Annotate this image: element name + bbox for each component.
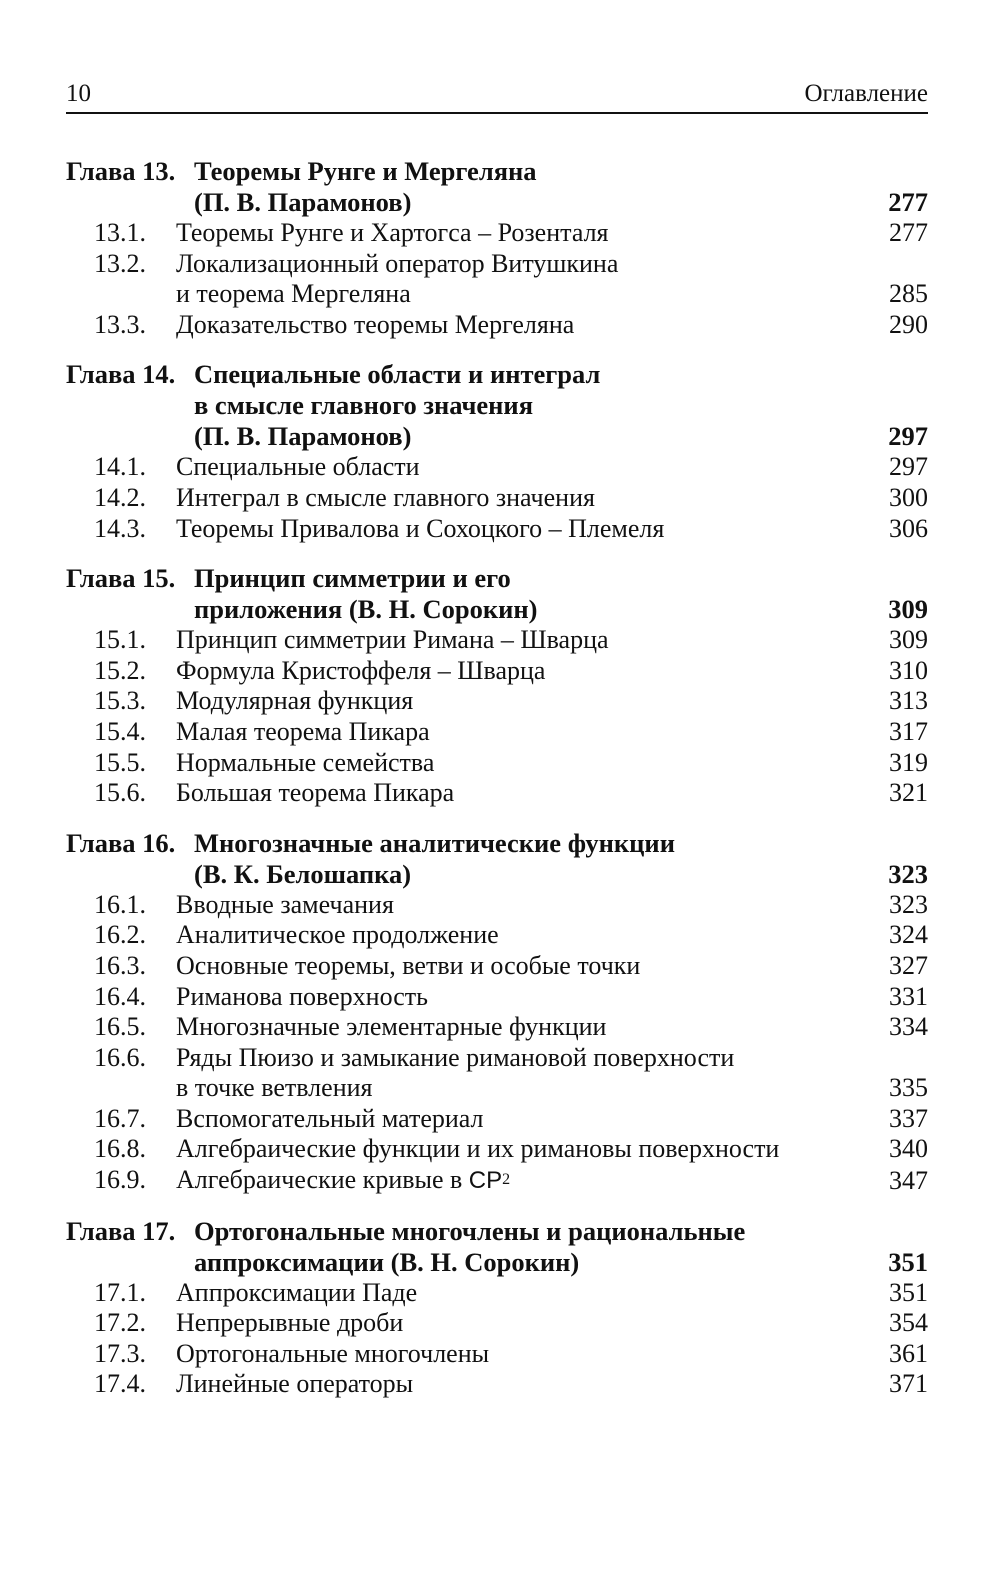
section-number: 16.3. (94, 950, 146, 980)
section-title-line (176, 717, 858, 748)
table-of-contents (66, 156, 928, 1400)
section-title-line (176, 1134, 858, 1165)
section-title-text: Формула Кристоффеля – Шварца (176, 655, 546, 685)
section-title-line (176, 778, 858, 809)
section-title-line (176, 1369, 858, 1400)
section-page-number: 323 (889, 889, 928, 919)
section-title-line (176, 1308, 858, 1339)
section-page-number: 340 (889, 1134, 928, 1164)
toc-section-entry (66, 1339, 928, 1370)
chapter-title-line: Принцип симметрии и его (194, 563, 511, 594)
toc-section-entry (66, 1308, 928, 1339)
section-page-number: 361 (889, 1338, 928, 1368)
section-page-number: 321 (889, 778, 928, 808)
chapter-page-number: 351 (888, 1246, 928, 1277)
section-page-number: 354 (889, 1308, 928, 1338)
section-page-number: 347 (889, 1166, 928, 1196)
section-page-number: 351 (889, 1277, 928, 1307)
chapter-heading (66, 563, 928, 625)
section-page-number: 337 (889, 1103, 928, 1133)
running-title: Оглавление (804, 80, 928, 107)
section-page-number: 317 (889, 716, 928, 746)
section-title-line (176, 218, 858, 249)
toc-chapter (66, 563, 928, 809)
section-number: 15.3. (94, 686, 146, 716)
section-page-number: 290 (889, 309, 928, 339)
section-number: 16.8. (94, 1134, 146, 1164)
section-page-number: 319 (889, 747, 928, 777)
toc-section-entry (66, 1369, 928, 1400)
section-page-number: 277 (889, 218, 928, 247)
chapter-heading (66, 1216, 928, 1278)
section-title-text: Алгебраические кривые в (176, 1165, 469, 1195)
section-number: 16.2. (94, 920, 146, 950)
section-title-text: Доказательство теоремы Мергеляна (176, 309, 575, 339)
chapter-title-line: Ортогональные многочлены и рациональные (194, 1215, 746, 1246)
section-title-line (176, 1012, 858, 1043)
section-title-text: Интеграл в смысле главного значения (176, 482, 595, 512)
section-title-text: Линейные операторы (176, 1369, 414, 1399)
toc-chapter (66, 359, 928, 544)
section-page-number: 306 (889, 513, 928, 543)
section-page-number: 324 (889, 920, 928, 950)
section-number: 17.1. (94, 1277, 146, 1307)
toc-section-entry (66, 1134, 928, 1165)
math-superscript: 2 (502, 1171, 511, 1189)
chapter-title-line: Специальные области и интеграл (194, 359, 601, 390)
toc-section-entry (66, 1165, 928, 1197)
section-page-number: 334 (889, 1012, 928, 1042)
section-number: 17.2. (94, 1308, 146, 1338)
chapter-page-number: 277 (888, 187, 928, 217)
section-title-text: Модулярная функция (176, 686, 414, 716)
section-title-text: Аппроксимации Паде (176, 1277, 418, 1307)
section-number: 14.2. (94, 482, 146, 512)
toc-section-entry (66, 778, 928, 809)
chapter-label: Глава 15. (66, 563, 176, 594)
section-page-number: 335 (889, 1073, 928, 1103)
toc-section-entry (66, 890, 928, 921)
section-title-text: в точке ветвления (176, 1073, 373, 1103)
section-number: 14.1. (94, 452, 146, 482)
chapter-title-line: (П. В. Парамонов) (194, 187, 412, 217)
toc-section-entry (66, 514, 928, 545)
section-title-line (176, 1339, 858, 1370)
section-title-line (176, 483, 858, 514)
section-title-line (176, 514, 858, 545)
section-title-line (176, 982, 858, 1013)
section-number: 16.5. (94, 1012, 146, 1042)
section-title-line (176, 951, 858, 982)
toc-section-entry (66, 452, 928, 483)
toc-section-entry (66, 1104, 928, 1135)
toc-section-entry (66, 1043, 928, 1104)
section-number: 16.4. (94, 981, 146, 1011)
chapter-title-line: приложения (В. Н. Сорокин) (194, 594, 538, 625)
toc-section-entry (66, 483, 928, 514)
toc-section-entry (66, 625, 928, 656)
section-title-text: Основные теоремы, ветви и особые точки (176, 950, 641, 980)
section-page-number: 313 (889, 686, 928, 716)
chapter-heading (66, 156, 928, 218)
toc-section-entry (66, 656, 928, 687)
section-page-number: 309 (889, 625, 928, 655)
section-number: 13.1. (94, 218, 146, 247)
section-page-number: 285 (889, 279, 928, 309)
chapter-title-line: (П. В. Парамонов) (194, 421, 412, 452)
section-title-text: Ряды Пюизо и замыкание римановой поверхности (176, 1042, 735, 1072)
section-number: 16.7. (94, 1103, 146, 1133)
section-title-text: Вспомогательный материал (176, 1103, 484, 1133)
toc-chapter (66, 1216, 928, 1400)
chapter-title-line: Многозначные аналитические функции (194, 827, 675, 858)
section-page-number: 297 (889, 452, 928, 482)
section-number: 15.2. (94, 655, 146, 685)
chapter-title-line: аппроксимации (В. Н. Сорокин) (194, 1246, 580, 1277)
section-title-text: Алгебраические функции и их римановы поверхности (176, 1134, 780, 1164)
section-title-line (176, 656, 858, 687)
section-number: 15.4. (94, 716, 146, 746)
toc-section-entry (66, 1278, 928, 1309)
section-number: 16.9. (94, 1165, 146, 1195)
chapter-heading (66, 359, 928, 452)
chapter-page-number: 297 (888, 421, 928, 452)
section-page-number: 331 (889, 981, 928, 1011)
section-title-line (176, 310, 858, 341)
toc-chapter (66, 828, 928, 1197)
section-title-line (176, 249, 858, 280)
section-number: 16.1. (94, 889, 146, 919)
section-title-line (176, 1073, 858, 1104)
section-title-text: Специальные области (176, 452, 420, 482)
section-title-text: Нормальные семейства (176, 747, 435, 777)
section-title-text: Принцип симметрии Римана – Шварца (176, 625, 609, 655)
section-title-line (176, 748, 858, 779)
math-symbol: CP (468, 1167, 503, 1195)
chapter-title-line: в смысле главного значения (194, 390, 534, 421)
section-page-number: 310 (889, 655, 928, 685)
chapter-label: Глава 13. (66, 156, 176, 186)
chapter-label: Глава 17. (66, 1215, 176, 1246)
page-number: 10 (66, 80, 91, 107)
section-number: 13.2. (94, 248, 146, 278)
section-title-line (176, 1043, 858, 1074)
toc-section-entry (66, 982, 928, 1013)
section-page-number: 327 (889, 950, 928, 980)
section-title-text: Вводные замечания (176, 889, 394, 919)
toc-section-entry (66, 717, 928, 748)
section-number: 14.3. (94, 513, 146, 543)
section-title-line (176, 1278, 858, 1309)
chapter-page-number: 323 (888, 858, 928, 889)
section-title-text: Теоремы Рунге и Хартогса – Розенталя (176, 218, 609, 247)
toc-section-entry (66, 748, 928, 779)
toc-section-entry (66, 218, 928, 249)
section-title-text: Непрерывные дроби (176, 1308, 404, 1338)
section-number: 17.3. (94, 1338, 146, 1368)
section-title-line (176, 686, 858, 717)
toc-section-entry (66, 1012, 928, 1043)
toc-chapter (66, 156, 928, 340)
section-title-line (176, 452, 858, 483)
section-number: 13.3. (94, 309, 146, 339)
section-page-number: 371 (889, 1369, 928, 1399)
section-title-text: Большая теорема Пикара (176, 778, 455, 808)
chapter-page-number: 309 (888, 594, 928, 625)
section-number: 15.5. (94, 747, 146, 777)
toc-section-entry (66, 951, 928, 982)
section-title-text: и теорема Мергеляна (176, 279, 411, 309)
toc-section-entry (66, 249, 928, 310)
toc-section-entry (66, 920, 928, 951)
section-title-line (176, 890, 858, 921)
chapter-label: Глава 14. (66, 359, 176, 390)
section-title-line (176, 625, 858, 656)
chapter-label: Глава 16. (66, 827, 176, 858)
section-title-text: Локализационный оператор Витушкина (176, 248, 619, 278)
page-header (66, 78, 928, 114)
section-title-text: Многозначные элементарные функции (176, 1012, 607, 1042)
section-title-line (176, 920, 858, 951)
chapter-title-line: (В. К. Белошапка) (194, 858, 412, 889)
toc-section-entry (66, 686, 928, 717)
section-title-text: Риманова поверхность (176, 981, 428, 1011)
section-title-line (176, 279, 858, 310)
chapter-title-line: Теоремы Рунге и Мергеляна (194, 156, 537, 186)
section-title-text: Теоремы Привалова и Сохоцкого – Племеля (176, 513, 665, 543)
section-title-text: Аналитическое продолжение (176, 920, 499, 950)
section-title-text: Малая теорема Пикара (176, 716, 430, 746)
section-number: 16.6. (94, 1042, 146, 1072)
chapter-heading (66, 828, 928, 890)
toc-section-entry (66, 310, 928, 341)
section-page-number: 300 (889, 482, 928, 512)
section-title-line (176, 1104, 858, 1135)
section-number: 17.4. (94, 1369, 146, 1399)
section-title-text: Ортогональные многочлены (176, 1338, 490, 1368)
section-title-line (176, 1165, 858, 1197)
section-number: 15.6. (94, 778, 146, 808)
section-number: 15.1. (94, 625, 146, 655)
